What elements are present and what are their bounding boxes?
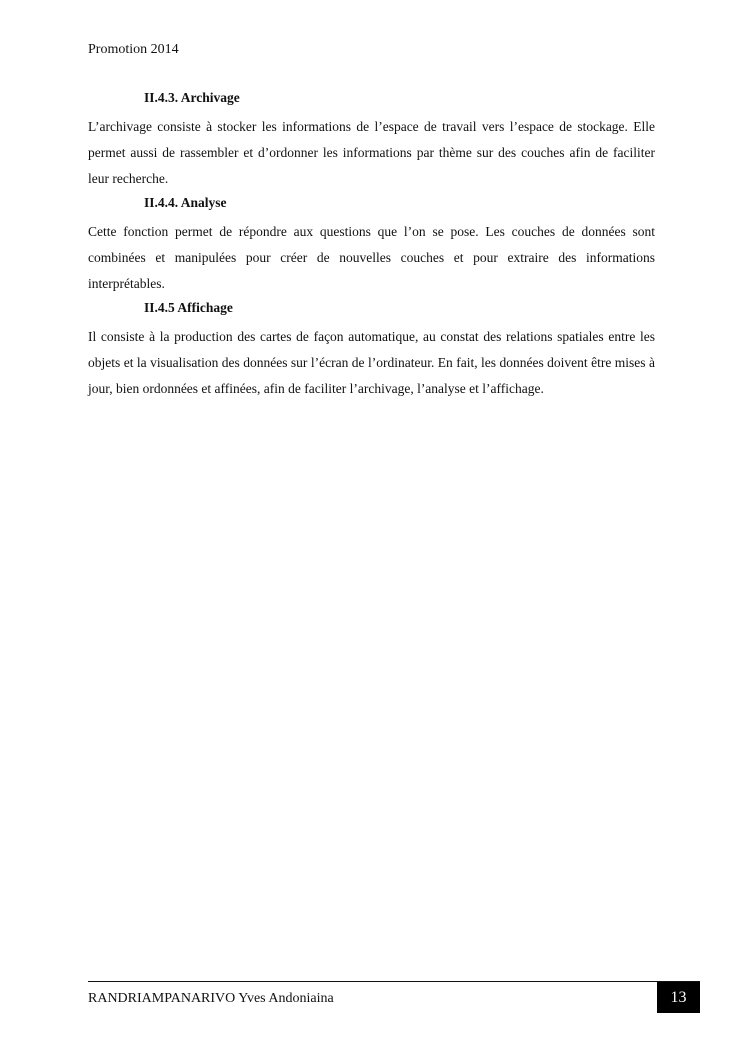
section-title-archivage: II.4.3. Archivage bbox=[144, 90, 240, 105]
footer-divider bbox=[88, 981, 700, 982]
section-title-affichage: II.4.5 Affichage bbox=[144, 300, 233, 315]
footer-author: RANDRIAMPANARIVO Yves Andoniaina bbox=[88, 991, 334, 1006]
page-number-badge: 13 bbox=[657, 982, 700, 1013]
section-text-analyse: Cette fonction permet de répondre aux questions que l’on se pose. Les couches de données sont combinées et manipulées pour créer de nouvelles couches et pour extraire des informations interprétables. bbox=[88, 224, 655, 291]
section-text-affichage: Il consiste à la production des cartes de façon automatique, au constat des relations spatiales entre les objets et la visualisation des données sur l’écran de l’ordinateur. En fait, les données doivent être mises à jour, bien ordonnées et affinées, afin de faciliter l’archivage, l’analyse et l’affichage. bbox=[88, 329, 655, 396]
page-content bbox=[88, 88, 655, 402]
section-text-archivage: L’archivage consiste à stocker les informations de l’espace de travail vers l’espace de stockage. Elle permet aussi de rassembler et d’ordonner les informations par thème sur des couches afin de faciliter leur recherche. bbox=[88, 119, 655, 186]
section-title-analyse: II.4.4. Analyse bbox=[144, 195, 227, 210]
page-header: Promotion 2014 bbox=[88, 42, 179, 57]
